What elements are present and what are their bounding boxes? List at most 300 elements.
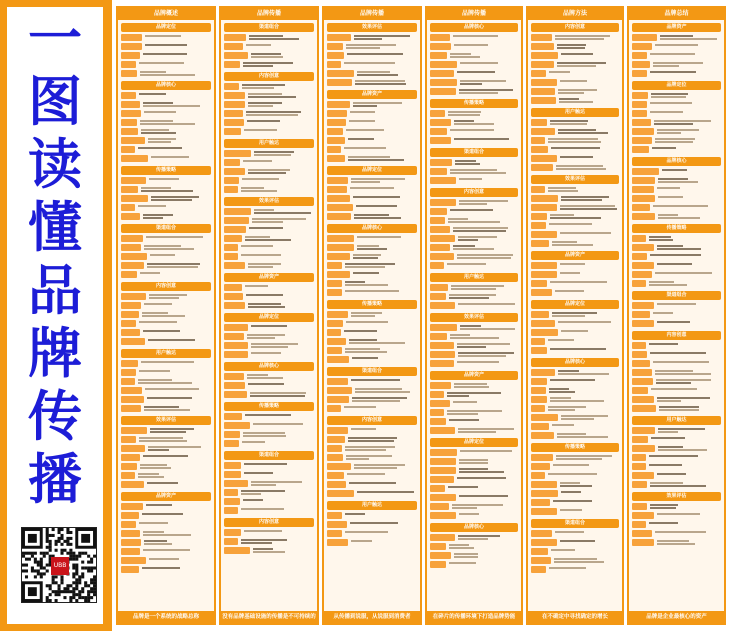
node-tag xyxy=(632,244,654,251)
node-tag xyxy=(531,119,547,126)
text-placeholder xyxy=(145,35,181,37)
node-text-lines xyxy=(660,34,717,41)
mindmap-node xyxy=(531,213,619,220)
text-placeholder xyxy=(655,370,693,372)
mindmap-node xyxy=(121,360,211,367)
node-tag xyxy=(430,302,455,309)
text-placeholder xyxy=(448,221,500,223)
mindmap-node xyxy=(531,481,619,488)
node-tag xyxy=(632,168,659,175)
mindmap-section xyxy=(121,81,211,162)
mindmap-node xyxy=(430,449,518,456)
mindmap-node xyxy=(632,427,721,434)
text-placeholder xyxy=(140,71,166,73)
node-tag xyxy=(121,262,144,269)
qr-module xyxy=(84,596,87,599)
text-placeholder xyxy=(143,455,188,457)
qr-module xyxy=(46,584,49,587)
qr-module xyxy=(52,590,55,593)
mindmap-section xyxy=(531,358,619,439)
node-tag xyxy=(632,70,647,77)
text-placeholder xyxy=(346,455,392,457)
node-text-lines xyxy=(138,472,164,479)
node-tag xyxy=(121,146,135,153)
node-tag xyxy=(224,177,239,184)
qr-module xyxy=(75,555,78,558)
text-placeholder xyxy=(457,254,513,256)
mindmap-node xyxy=(531,432,619,439)
qr-module xyxy=(84,552,87,555)
mindmap-node xyxy=(224,507,314,514)
text-placeholder xyxy=(348,156,390,158)
text-placeholder xyxy=(453,401,477,403)
text-placeholder xyxy=(453,35,498,37)
qr-code[interactable] xyxy=(21,527,97,603)
text-placeholder xyxy=(143,549,190,551)
mindmap-node xyxy=(632,436,721,443)
text-placeholder xyxy=(657,132,681,134)
text-placeholder xyxy=(252,218,306,220)
mindmap-node xyxy=(224,244,314,251)
node-text-lines xyxy=(354,34,410,41)
section-header: 品牌核心 xyxy=(430,23,518,32)
node-text-lines xyxy=(552,423,574,427)
text-placeholder xyxy=(353,257,378,259)
node-tag xyxy=(430,534,455,541)
mindmap-node xyxy=(430,458,518,465)
text-placeholder xyxy=(650,111,683,113)
node-text-lines xyxy=(247,333,285,340)
mindmap-node xyxy=(632,235,721,242)
node-text-lines xyxy=(243,431,286,438)
qr-module xyxy=(31,552,34,555)
qr-module xyxy=(63,587,66,590)
text-placeholder xyxy=(560,482,580,484)
node-text-lines xyxy=(139,61,184,65)
node-text-lines xyxy=(349,481,396,485)
node-tag xyxy=(121,436,136,443)
text-placeholder xyxy=(650,53,695,55)
text-placeholder xyxy=(254,151,294,153)
text-placeholder xyxy=(561,491,581,493)
node-text-lines xyxy=(449,418,479,422)
node-text-lines xyxy=(649,521,678,525)
node-tag xyxy=(121,521,136,528)
node-text-lines xyxy=(248,262,281,269)
node-text-lines xyxy=(552,240,593,247)
text-placeholder xyxy=(345,348,380,350)
text-placeholder xyxy=(252,221,283,223)
mindmap-node xyxy=(632,521,721,528)
text-placeholder xyxy=(138,473,159,475)
text-placeholder xyxy=(351,178,405,180)
text-placeholder xyxy=(351,315,375,317)
node-tag xyxy=(224,244,238,251)
qr-module xyxy=(63,540,66,543)
text-placeholder xyxy=(248,172,286,174)
text-placeholder xyxy=(140,120,173,122)
mindmap-node xyxy=(430,534,518,541)
text-placeholder xyxy=(357,74,398,76)
node-tag xyxy=(327,405,341,412)
node-text-lines xyxy=(560,155,593,159)
mindmap-node xyxy=(327,146,417,153)
text-placeholder xyxy=(458,428,514,430)
node-text-lines xyxy=(355,79,406,86)
text-placeholder xyxy=(650,507,676,509)
qr-finder xyxy=(81,534,90,543)
qr-module xyxy=(69,590,72,593)
node-text-lines xyxy=(143,101,200,108)
text-placeholder xyxy=(449,297,489,299)
node-tag xyxy=(121,512,139,519)
text-placeholder xyxy=(448,218,468,220)
mindmap-node xyxy=(430,199,518,206)
node-tag xyxy=(327,43,343,50)
text-placeholder xyxy=(148,449,169,451)
column-footer: 在不确定中寻找确定的增长 xyxy=(528,611,622,623)
qr-module xyxy=(72,566,75,569)
node-tag xyxy=(632,472,654,479)
section-header: 效果评估 xyxy=(327,23,417,32)
node-text-lines xyxy=(349,338,405,345)
section-header: 品牌资产 xyxy=(327,90,417,99)
text-placeholder xyxy=(558,129,596,131)
qr-module xyxy=(52,534,55,537)
mindmap-node xyxy=(430,52,518,59)
qr-module xyxy=(66,531,69,534)
text-placeholder xyxy=(250,395,305,397)
node-text-lines xyxy=(254,150,294,157)
mindmap-node xyxy=(531,43,619,50)
text-placeholder xyxy=(658,178,688,180)
text-placeholder xyxy=(561,196,609,198)
mindmap-node xyxy=(430,485,518,492)
text-placeholder xyxy=(655,44,698,46)
qr-module xyxy=(84,566,87,569)
node-text-lines xyxy=(561,414,608,421)
node-tag xyxy=(531,396,547,403)
node-tag xyxy=(632,530,652,537)
section-header: 品牌定位 xyxy=(430,438,518,447)
qr-module xyxy=(60,549,63,552)
node-tag xyxy=(430,342,454,349)
qr-module xyxy=(90,561,93,564)
text-placeholder xyxy=(147,482,178,484)
column-title: 品牌总结 xyxy=(629,8,724,20)
mindmap-node xyxy=(531,508,619,515)
text-placeholder xyxy=(459,462,488,464)
text-placeholder xyxy=(653,62,703,64)
qr-module xyxy=(49,584,52,587)
section-header: 传播策略 xyxy=(224,402,314,411)
mindmap-node xyxy=(327,427,417,434)
text-placeholder xyxy=(657,263,692,265)
mindmap-node xyxy=(121,204,211,211)
text-placeholder xyxy=(354,217,401,219)
mindmap-node xyxy=(531,231,619,238)
qr-module xyxy=(55,543,58,546)
title-char: 一 xyxy=(28,7,82,70)
mindmap-node xyxy=(121,557,211,564)
qr-module xyxy=(75,581,78,584)
node-tag xyxy=(632,52,647,59)
text-placeholder xyxy=(460,325,481,327)
node-text-lines xyxy=(560,508,582,512)
node-text-lines xyxy=(357,244,387,251)
node-tag xyxy=(327,119,346,126)
text-placeholder xyxy=(142,315,185,317)
text-placeholder xyxy=(139,440,187,442)
node-text-lines xyxy=(449,293,496,300)
text-placeholder xyxy=(657,397,710,399)
mindmap-section xyxy=(224,402,314,447)
text-placeholder xyxy=(459,471,504,473)
node-text-lines xyxy=(149,557,179,561)
node-text-lines xyxy=(253,547,285,554)
node-text-lines xyxy=(447,409,502,416)
text-placeholder xyxy=(651,388,697,390)
node-text-lines xyxy=(649,342,678,346)
node-tag xyxy=(327,155,345,162)
node-tag xyxy=(121,539,141,546)
text-placeholder xyxy=(141,361,194,363)
text-placeholder xyxy=(139,437,183,439)
node-text-lines xyxy=(448,485,478,489)
text-placeholder xyxy=(460,328,515,330)
text-placeholder xyxy=(251,484,276,486)
node-tag xyxy=(121,472,135,479)
node-tag xyxy=(632,128,654,135)
qr-module xyxy=(93,555,96,558)
text-placeholder xyxy=(548,141,601,143)
text-placeholder xyxy=(557,47,585,49)
text-placeholder xyxy=(555,38,604,40)
qr-module xyxy=(78,581,81,584)
node-text-lines xyxy=(448,217,500,224)
node-text-lines xyxy=(460,449,512,453)
text-placeholder xyxy=(355,388,402,390)
text-placeholder xyxy=(138,382,192,384)
section-header: 品牌定位 xyxy=(531,300,619,309)
mindmap-node xyxy=(327,52,417,59)
text-placeholder xyxy=(447,392,501,394)
node-tag xyxy=(327,137,345,144)
mindmap-node xyxy=(224,61,314,68)
text-placeholder xyxy=(243,160,272,162)
mindmap-node xyxy=(430,552,518,559)
mindmap-node xyxy=(430,293,518,300)
text-placeholder xyxy=(551,147,600,149)
node-tag xyxy=(327,356,349,363)
text-placeholder xyxy=(352,397,407,399)
node-text-lines xyxy=(555,34,610,41)
node-tag xyxy=(224,110,243,117)
node-tag xyxy=(531,164,553,171)
node-tag xyxy=(531,472,545,479)
qr-module xyxy=(87,569,90,572)
text-placeholder xyxy=(243,62,293,64)
node-tag xyxy=(531,262,557,269)
node-tag xyxy=(430,391,444,398)
text-placeholder xyxy=(560,509,582,511)
node-text-lines xyxy=(453,226,508,233)
text-placeholder xyxy=(241,539,287,541)
node-tag xyxy=(121,329,140,336)
node-tag xyxy=(531,280,547,287)
mindmap-node xyxy=(224,284,314,291)
node-text-lines xyxy=(243,61,293,68)
mindmap-node xyxy=(121,128,211,135)
text-placeholder xyxy=(344,62,395,64)
text-placeholder xyxy=(552,312,597,314)
mindmap-section xyxy=(632,23,721,77)
mindmap-node xyxy=(224,462,314,469)
qr-module xyxy=(75,564,78,567)
mindmap-node xyxy=(327,347,417,354)
mindmap-node xyxy=(430,137,518,144)
text-placeholder xyxy=(457,361,499,363)
mindmap-node xyxy=(632,481,721,488)
qr-finder xyxy=(28,587,37,596)
node-text-lines xyxy=(143,329,180,333)
text-placeholder xyxy=(151,156,189,158)
node-tag xyxy=(430,409,444,416)
text-placeholder xyxy=(554,558,597,560)
qr-module xyxy=(25,569,28,572)
node-tag xyxy=(430,217,445,224)
node-text-lines xyxy=(348,137,374,141)
text-placeholder xyxy=(242,87,274,89)
text-placeholder xyxy=(141,190,193,192)
node-tag xyxy=(632,119,651,126)
node-text-lines xyxy=(659,405,699,412)
text-placeholder xyxy=(145,388,199,390)
mindmap-node xyxy=(430,168,518,175)
node-text-lines xyxy=(561,52,593,56)
text-placeholder xyxy=(143,217,163,219)
qr-module xyxy=(90,596,93,599)
mindmap-node xyxy=(224,471,314,478)
text-placeholder xyxy=(243,499,263,501)
mindmap-node xyxy=(224,382,314,389)
node-text-lines xyxy=(450,52,480,59)
mindmap-node xyxy=(224,547,314,554)
title-char: 传 xyxy=(28,385,82,448)
qr-module xyxy=(46,552,49,555)
mindmap-node xyxy=(430,418,518,425)
node-tag xyxy=(531,52,558,59)
node-tag xyxy=(632,271,652,278)
text-placeholder xyxy=(247,377,283,379)
text-placeholder xyxy=(556,458,602,460)
text-placeholder xyxy=(447,413,478,415)
text-placeholder xyxy=(455,163,480,165)
node-text-lines xyxy=(554,557,604,564)
mindmap-node xyxy=(632,280,721,287)
text-placeholder xyxy=(141,129,169,131)
mindmap-node xyxy=(327,338,417,345)
column-title: 品牌传播 xyxy=(324,8,420,20)
mindmap-node xyxy=(327,34,417,41)
mindmap-node xyxy=(531,472,619,479)
column-brand-method xyxy=(526,6,624,625)
mindmap-node xyxy=(121,137,211,144)
mindmap-node xyxy=(121,52,211,59)
node-text-lines xyxy=(560,481,592,488)
node-text-lines xyxy=(457,70,495,74)
node-text-lines xyxy=(354,463,405,470)
node-tag xyxy=(327,539,348,546)
node-tag xyxy=(531,414,558,421)
text-placeholder xyxy=(655,272,712,274)
text-placeholder xyxy=(349,342,405,344)
node-tag xyxy=(121,128,138,135)
node-text-lines xyxy=(657,244,701,251)
node-tag xyxy=(121,387,142,394)
node-tag xyxy=(327,186,347,193)
node-text-lines xyxy=(649,280,687,287)
node-text-lines xyxy=(454,137,509,141)
qr-module xyxy=(81,572,84,575)
node-tag xyxy=(224,186,238,193)
node-text-lines xyxy=(144,405,190,412)
text-placeholder xyxy=(348,437,397,439)
node-tag xyxy=(121,195,148,202)
mindmap-node xyxy=(327,311,417,318)
text-placeholder xyxy=(349,339,377,341)
qr-module xyxy=(81,552,84,555)
mindmap-node xyxy=(632,168,721,175)
mindmap-node xyxy=(327,356,417,363)
node-text-lines xyxy=(353,271,379,275)
node-tag xyxy=(327,481,346,488)
mindmap-node xyxy=(224,498,314,505)
qr-module xyxy=(66,584,69,587)
node-tag xyxy=(327,79,352,86)
mindmap-node xyxy=(327,195,417,202)
mindmap-section xyxy=(327,416,417,497)
section-header: 用户触达 xyxy=(224,139,314,148)
mindmap-node xyxy=(327,155,417,162)
qr-module xyxy=(25,575,28,578)
mindmap-node xyxy=(224,43,314,50)
qr-module xyxy=(31,569,34,572)
mindmap-node xyxy=(632,146,721,153)
text-placeholder xyxy=(459,513,479,515)
node-tag xyxy=(121,302,141,309)
section-header: 渠道组合 xyxy=(224,23,314,32)
node-text-lines xyxy=(550,213,601,220)
section-header: 效果评估 xyxy=(632,492,721,501)
node-tag xyxy=(531,213,547,220)
text-placeholder xyxy=(243,432,285,434)
node-text-lines xyxy=(459,88,513,95)
mindmap-section xyxy=(531,23,619,104)
column-footer: 在碎片的传播环境下打造品牌势能 xyxy=(427,611,521,623)
text-placeholder xyxy=(454,556,478,558)
mindmap-node xyxy=(327,320,417,327)
node-text-lines xyxy=(142,311,185,318)
node-text-lines xyxy=(450,128,494,132)
text-placeholder xyxy=(657,245,683,247)
qr-module xyxy=(58,537,61,540)
node-text-lines xyxy=(457,253,513,260)
node-tag xyxy=(430,360,454,367)
node-tag xyxy=(121,396,144,403)
node-text-lines xyxy=(450,333,499,340)
node-text-lines xyxy=(653,360,709,364)
